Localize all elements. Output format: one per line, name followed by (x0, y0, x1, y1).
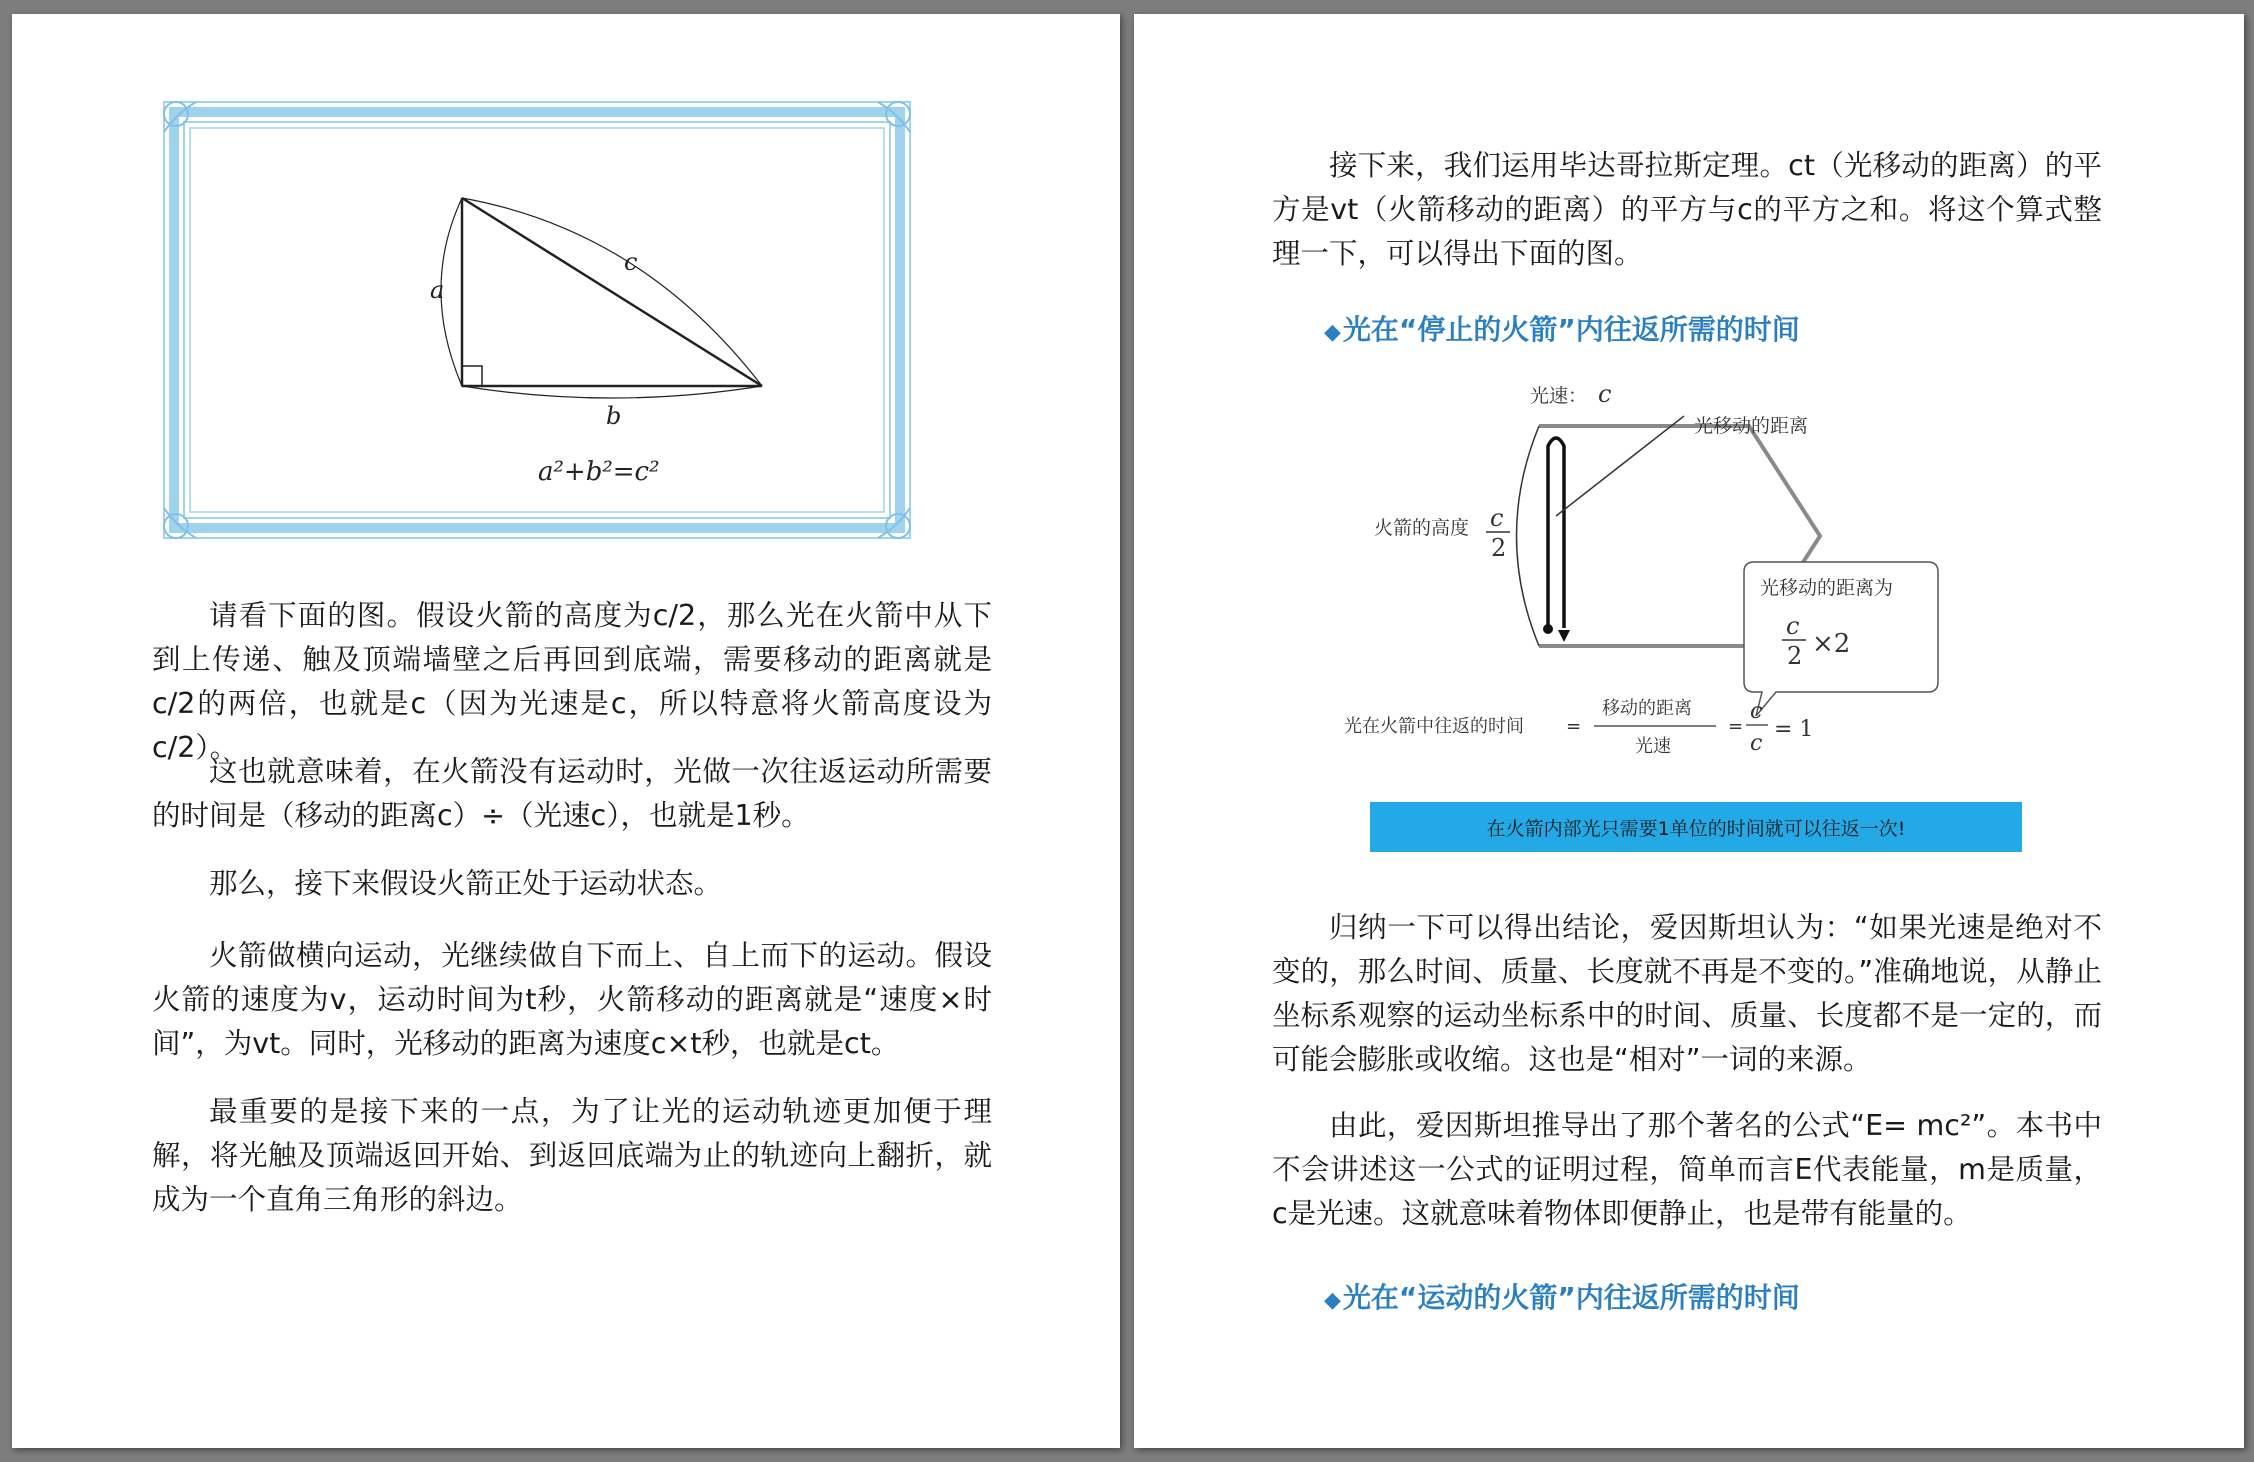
side-a-label: a (430, 276, 445, 304)
side-b-label: b (606, 402, 622, 430)
diamond-bullet-icon: ◆ (1324, 320, 1341, 345)
paragraph: 请看下面的图。假设火箭的高度为c/2，那么光在火箭中从下到上传递、触及顶端墙壁之后再回到底端，需要移动的距离就是c/2的两倍，也就是c（因为光速是c，所以特意将火箭高度设为c/2）。 (152, 599, 992, 764)
light-distance-label: 光移动的距离 (1694, 415, 1809, 437)
callout-title: 光移动的距离为 (1760, 577, 1894, 599)
light-path (1548, 438, 1564, 628)
height-fraction-den: 2 (1491, 534, 1507, 562)
height-fraction-num: c (1490, 504, 1504, 532)
rocket-light-diagram (1344, 366, 2044, 766)
diamond-bullet-icon: ◆ (1324, 1288, 1341, 1313)
paragraph: 这也就意味着，在火箭没有运动时，光做一次往返运动所需要的时间是（移动的距离c）÷（光速c），也就是1秒。 (152, 755, 992, 832)
callout-multiplier: ×2 (1812, 629, 1851, 659)
eq-c-num: c (1750, 699, 1763, 724)
highlight-banner (1370, 802, 2022, 852)
light-speed-label: 光速： (1530, 385, 1588, 407)
height-brace (1517, 426, 1540, 646)
banner-text: 在火箭内部光只需要1单位的时间就可以往返一次! (1486, 817, 1906, 840)
paragraph: 由此，爱因斯坦推导出了那个著名的公式“E= mc²”。本书中不会讲述这一公式的证明过程，简单而言E代表能量，m是质量，c是光速。这就意味着物体即便静止，也是带有能量的。 (1272, 1109, 2102, 1230)
eq-result: = 1 (1774, 717, 1814, 742)
paragraph: 归纳一下可以得出结论，爱因斯坦认为：“如果光速是绝对不变的，那么时间、质量、长度就不再是不变的。”准确地说，从静止坐标系观察的运动坐标系中的时间、质量、长度都不是一定的，而可能会膨胀或收缩。这也是“相对”一词的来源。 (1272, 911, 2102, 1076)
equals-sign: = (1728, 716, 1744, 737)
equals-sign: = (1566, 716, 1582, 737)
intro-paragraph: 接下来，我们运用毕达哥拉斯定理。ct（光移动的距离）的平方是vt（火箭移动的距离）的平方与c的平方之和。将这个算式整理一下，可以得出下面的图。 (1272, 149, 2102, 270)
paragraph: 那么，接下来假设火箭正处于运动状态。 (209, 867, 723, 900)
eq-c-den: c (1750, 731, 1763, 756)
light-speed-symbol: c (1598, 380, 1612, 408)
left-page (12, 14, 1120, 1448)
section-heading-moving (1324, 1276, 1800, 1316)
section-heading-text: 光在“运动的火箭”内往返所需的时间 (1342, 1281, 1800, 1314)
callout-fraction-num: c (1786, 612, 1800, 640)
right-page (1134, 14, 2244, 1448)
section-heading-text: 光在“停止的火箭”内往返所需的时间 (1342, 313, 1800, 346)
paragraph: 最重要的是接下来的一点，为了让光的运动轨迹更加便于理解，将光触及顶端返回开始、到返回底端为止的轨迹向上翻折，就成为一个直角三角形的斜边。 (152, 1095, 992, 1216)
pythagorean-formula: a²+b²=c² (538, 457, 660, 487)
callout-fraction-den: 2 (1787, 642, 1803, 670)
arrow-down-icon (1558, 630, 1570, 642)
eq-fraction-num: 移动的距离 (1602, 698, 1692, 719)
paragraph: 火箭做横向运动，光继续做自下而上、自上而下的运动。假设火箭的速度为v，运动时间为t秒，火箭移动的距离就是“速度×时间”，为vt。同时，光移动的距离为速度c×t秒，也就是ct。 (152, 939, 992, 1060)
rocket-height-label: 火箭的高度 (1374, 517, 1470, 539)
section-heading-stationary (1324, 308, 1800, 348)
side-c-label: c (624, 248, 638, 276)
decorative-frame (164, 102, 910, 538)
right-triangle (441, 198, 762, 398)
round-trip-time-label: 光在火箭中往返的时间 (1344, 716, 1524, 737)
pythagorean-figure (162, 98, 914, 544)
eq-fraction-den: 光速 (1635, 736, 1671, 757)
